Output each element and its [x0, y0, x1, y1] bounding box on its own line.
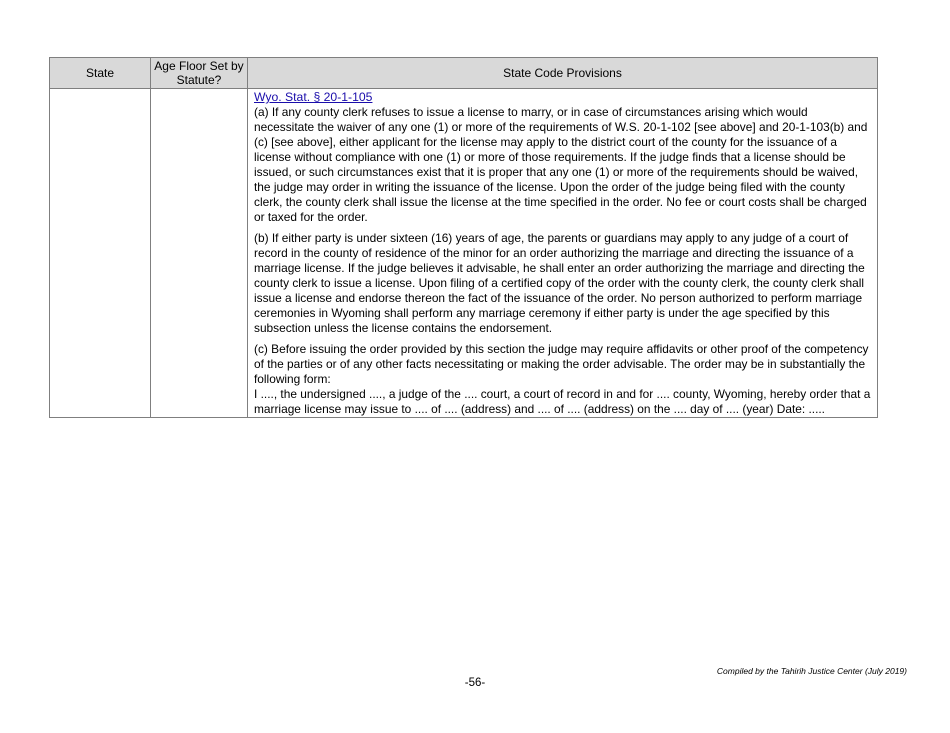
paragraph-b: (b) If either party is under sixteen (16) years of age, the parents or guardians may apply to any judge of a court of record in the county of residence of the minor for an order authorizing the marriage and directing the issuance of a marriage license. If the judge believes it advisable, he shall enter an order authorizing the marriage and directing the county clerk to issue a license. Upon filing of a certified copy of the order with the county clerk, the county clerk shall issue a license and endorse thereon the fact of the issuance of the order. No person authorized to perform marriage ceremonies in Wyoming shall perform any marriage ceremony if either party is under the age specified by this subsection unless the license contains the endorsement. [254, 231, 865, 335]
table-row [50, 89, 878, 418]
order-form-text: I ...., the undersigned ...., a judge of the .... court, a court of record in and for .... county, Wyoming, hereby order that a marriage license may issue to .... of .... (address) and .... of .... (address) on the .... day of .... (year) Date: ..... [254, 387, 871, 416]
header-age-floor: Age Floor Set by Statute? [151, 58, 248, 89]
header-state: State [50, 58, 151, 89]
paragraph-c [254, 342, 871, 417]
cell-age-floor [151, 89, 248, 418]
table-header-row [50, 58, 878, 89]
paragraph-a: (a) If any county clerk refuses to issue a license to marry, or in case of circumstances arising which would necessitate the waiver of any one (1) or more of the requirements of W.S. 20-1-102 [see above] and 20-1-103(b) and (c) [see above], either applicant for the license may apply to the district court of the county for the issuance of a license without compliance with one (1) or more of those requirements. If the judge finds that a license should be issued, or such circumstances exist that it is proper that any one (1) or more of the requirements should be waived, the judge may order in writing the issuance of the license. Upon the order of the judge being filed with the county clerk, the county clerk shall issue the license at the time specified in the order. No fee or court costs shall be charged or taxed for the order. [254, 105, 868, 224]
cell-state [50, 89, 151, 418]
page-number: -56- [464, 677, 486, 689]
paragraph-c-text: (c) Before issuing the order provided by this section the judge may require affidavits or other proof of the competency of the parties or of any other facts necessitating or making the order advisable. The order may be in substantially the following form: [254, 342, 869, 386]
statute-table [49, 57, 878, 418]
header-provisions: State Code Provisions [248, 58, 878, 89]
statute-citation-link[interactable]: Wyo. Stat. § 20-1-105 [254, 90, 373, 104]
cell-provisions [248, 89, 878, 418]
footer-credit: Compiled by the Tahirih Justice Center (July 2019) [716, 666, 907, 676]
